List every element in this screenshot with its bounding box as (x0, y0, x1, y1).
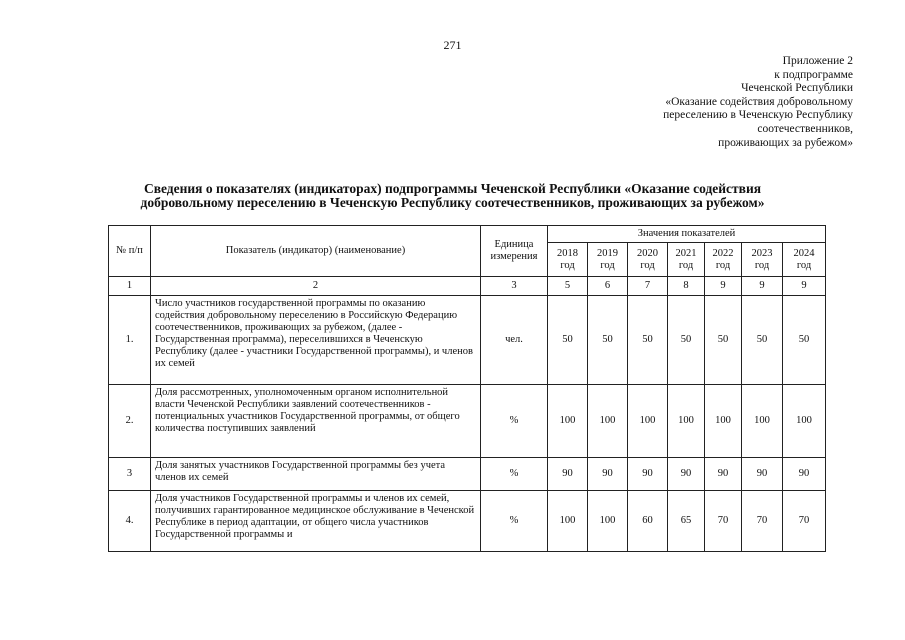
row-num: 1. (109, 296, 151, 385)
header-year: 2020 год (628, 243, 668, 277)
column-number: 1 (109, 277, 151, 296)
appendix-line: Приложение 2 (782, 55, 853, 67)
column-number: 9 (783, 277, 826, 296)
row-value: 90 (628, 458, 668, 491)
column-number: 7 (628, 277, 668, 296)
appendix-line: соотечественников, (757, 122, 853, 135)
row-value: 90 (742, 458, 783, 491)
column-number: 6 (588, 277, 628, 296)
row-value: 90 (548, 458, 588, 491)
document-title (80, 182, 825, 210)
page-number: 271 (443, 38, 462, 52)
header-year: 2024 год (783, 243, 826, 277)
row-num: 2. (109, 385, 151, 458)
row-value: 90 (588, 458, 628, 491)
row-value: 50 (783, 296, 826, 385)
row-value: 90 (668, 458, 705, 491)
row-value: 70 (783, 491, 826, 552)
row-value: 100 (628, 385, 668, 458)
row-value: 100 (548, 385, 588, 458)
header-year: 2023 год (742, 243, 783, 277)
table-row (109, 296, 826, 385)
row-unit: чел. (481, 296, 548, 385)
row-value: 100 (588, 491, 628, 552)
column-number: 9 (742, 277, 783, 296)
row-value: 100 (548, 491, 588, 552)
row-value: 100 (783, 385, 826, 458)
row-value: 50 (705, 296, 742, 385)
appendix-line: к подпрограмме (774, 68, 853, 81)
header-num: № п/п (109, 226, 151, 277)
row-indicator: Доля занятых участников Государственной программы без учета членов их семей (151, 458, 481, 491)
title-line-2: добровольному переселению в Чеченскую Республику соотечественников, проживающих за рубежом» (140, 195, 765, 210)
row-unit: % (481, 385, 548, 458)
row-value: 50 (742, 296, 783, 385)
row-value: 70 (705, 491, 742, 552)
table-row (109, 385, 826, 458)
row-value: 90 (783, 458, 826, 491)
appendix-line: переселению в Чеченскую Республику (663, 109, 853, 122)
row-value: 60 (628, 491, 668, 552)
row-indicator: Доля рассмотренных, уполномоченным органом исполнительной власти Чеченской Республики заявлений соотечественников - потенциальных участников Государственной программы, от общего количества поступивших заявлений (151, 385, 481, 458)
row-value: 50 (668, 296, 705, 385)
appendix-line: проживающих за рубежом» (718, 136, 853, 149)
appendix-note (663, 55, 853, 150)
row-value: 90 (705, 458, 742, 491)
row-num: 4. (109, 491, 151, 552)
row-value: 50 (588, 296, 628, 385)
column-number-row (109, 277, 826, 296)
header-year: 2019 год (588, 243, 628, 277)
row-value: 50 (548, 296, 588, 385)
row-num: 3 (109, 458, 151, 491)
indicators-table (108, 225, 826, 552)
header-year: 2021 год (668, 243, 705, 277)
row-value: 100 (705, 385, 742, 458)
row-indicator: Доля участников Государственной программы и членов их семей, получивших гарантированное медицинское обслуживание в Чеченской Республике в период адаптации, от общего числа участников Государственной программы и (151, 491, 481, 552)
table-row (109, 491, 826, 552)
row-value: 50 (628, 296, 668, 385)
row-value: 70 (742, 491, 783, 552)
table-row (109, 458, 826, 491)
header-unit: Единица измерения (481, 226, 548, 277)
header-indicator: Показатель (индикатор) (наименование) (151, 226, 481, 277)
header-values-group: Значения показателей (548, 226, 826, 243)
appendix-line: Чеченской Республики (741, 82, 853, 95)
row-indicator: Число участников государственной программы по оказанию содействия добровольному переселению в Российскую Федерацию соотечественников, проживающих за рубежом, (далее - Государственная программа), переселившихся в Чеченскую Республику (далее - участники Государственной программы), и членов их семей (151, 296, 481, 385)
column-number: 9 (705, 277, 742, 296)
row-value: 100 (588, 385, 628, 458)
row-value: 100 (742, 385, 783, 458)
appendix-line: «Оказание содействия добровольному (665, 95, 853, 108)
column-number: 5 (548, 277, 588, 296)
row-value: 65 (668, 491, 705, 552)
row-value: 100 (668, 385, 705, 458)
column-number: 8 (668, 277, 705, 296)
header-year: 2022 год (705, 243, 742, 277)
column-number: 3 (481, 277, 548, 296)
row-unit: % (481, 458, 548, 491)
title-line-1: Сведения о показателях (индикаторах) подпрограммы Чеченской Республики «Оказание содействия (143, 181, 762, 196)
column-number: 2 (151, 277, 481, 296)
row-unit: % (481, 491, 548, 552)
header-year: 2018 год (548, 243, 588, 277)
